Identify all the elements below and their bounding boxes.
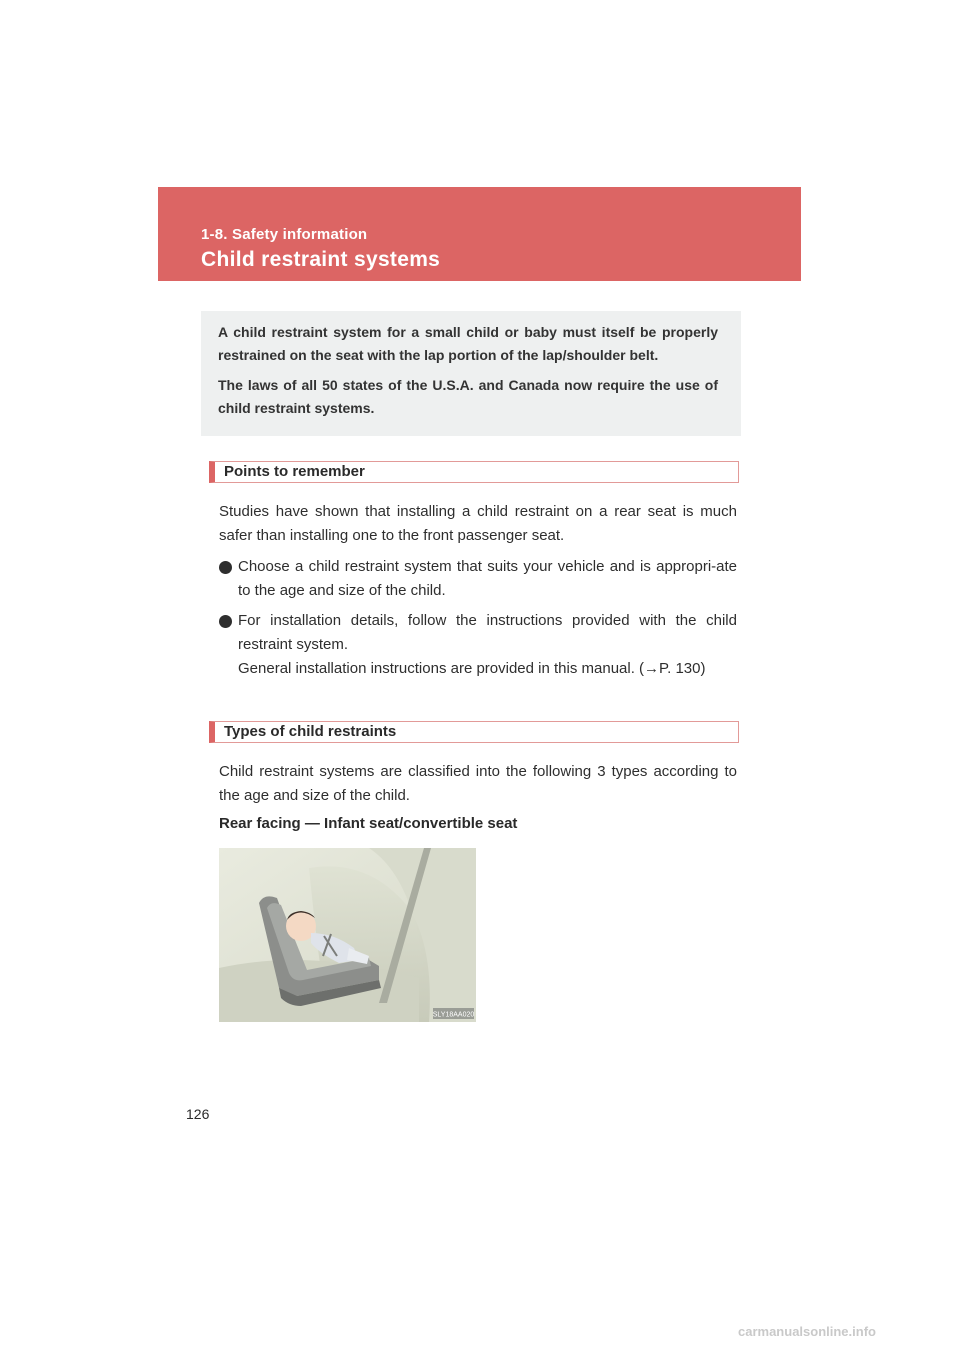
points-paragraph: Studies have shown that installing a child restraint on a rear seat is much safer than installing one to the front passenger seat. — [219, 503, 737, 544]
page-title: Child restraint systems — [201, 248, 441, 271]
bullet-icon — [219, 561, 232, 574]
bullet-item-continuation: General installation instructions are provided in this manual. (→P. 130) — [238, 660, 706, 677]
bullet-item: For installation details, follow the instructions provided with the child restraint system. — [238, 612, 737, 653]
intro-paragraph-1: A child restraint system for a small child or baby must itself be properly restrained on the seat with the lap portion of the lap/shoulder belt. — [218, 324, 718, 363]
rear-facing-subheading: Rear facing — Infant seat/convertible seat — [219, 815, 518, 832]
types-paragraph: Child restraint systems are classified into the following 3 types according to the age and size of the child. — [219, 763, 737, 804]
watermark: carmanualsonline.info — [738, 1324, 876, 1339]
section-heading-label: Points to remember — [224, 463, 365, 480]
header-band — [158, 187, 801, 281]
intro-paragraph-2: The laws of all 50 states of the U.S.A. and Canada now require the use of child restraint systems. — [218, 377, 718, 416]
infant-seat-illustration — [219, 848, 476, 1022]
section-label: 1-8. Safety information — [201, 226, 368, 243]
intro-box — [201, 311, 741, 436]
section-heading-label: Types of child restraints — [224, 723, 397, 740]
page-number: 126 — [186, 1106, 210, 1122]
bullet-item: Choose a child restraint system that suits your vehicle and is appropri-ate to the age and size of the child. — [238, 558, 737, 599]
section-heading-points — [209, 461, 739, 483]
bullet-icon — [219, 615, 232, 628]
figure-code: SLY18AA020 — [432, 1011, 475, 1019]
section-heading-types — [209, 721, 739, 743]
